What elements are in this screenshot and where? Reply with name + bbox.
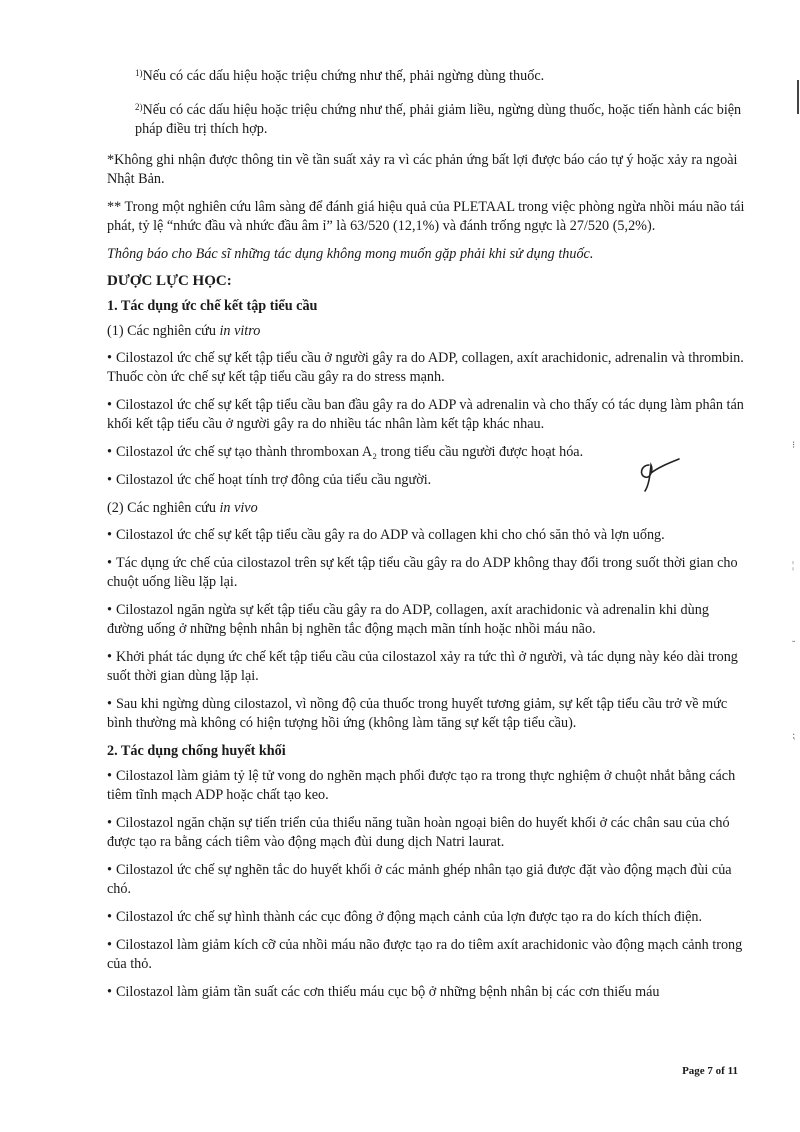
list-item-text: Cilostazol ức chế sự kết tập tiểu cầu gây ra do ADP và collagen khi cho chó săn thỏ và lợn uống. (115, 527, 665, 543)
bullet-icon: • (107, 555, 112, 571)
list-item (107, 936, 747, 974)
bullet-icon: • (107, 444, 112, 460)
bullet-icon: • (107, 696, 112, 712)
bullet-icon: • (107, 649, 112, 665)
subpart-label-italic: in vivo (219, 500, 258, 516)
list-item (107, 695, 747, 733)
bullet-icon: • (107, 602, 112, 618)
bullet-icon: • (107, 909, 112, 925)
list-item-text: Cilostazol làm giảm tần suất các cơn thiếu máu cục bộ ở những bệnh nhân bị các cơn thiếu máu (115, 984, 660, 1000)
bullet-icon: • (107, 937, 112, 953)
list-item (107, 648, 747, 686)
asterisk-note: *Không ghi nhận được thông tin về tần suất xảy ra vì các phản ứng bất lợi được báo cáo tự ý hoặc xảy ra ngoài Nhật Bản. (107, 152, 738, 187)
footnote-marker: 1) (135, 68, 143, 78)
list-item-text: Cilostazol ức chế sự kết tập tiểu cầu ở người gây ra do ADP, collagen, axít arachidonic, adrenalin và thrombin. Thuốc còn ức chế sự kết tập tiểu cầu gây ra do stress mạnh. (107, 350, 744, 385)
list-item (107, 601, 747, 639)
list-item (107, 814, 747, 852)
subpart-label-italic: in vitro (219, 323, 261, 339)
list-item (107, 349, 747, 387)
scan-edge-line (797, 80, 799, 114)
report-notice: Thông báo cho Bác sĩ những tác dụng không mong muốn gặp phải khi sử dụng thuốc. (107, 246, 594, 262)
list-item-text: Cilostazol ức chế sự nghẽn tắc do huyết khối ở các mảnh ghép nhân tạo giả được đặt vào động mạch đùi của chó. (107, 862, 732, 897)
scan-edge-mark: ⁏ (792, 730, 796, 741)
list-item-text: Cilostazol ức chế hoạt tính trợ đông của tiểu cầu người. (115, 472, 432, 488)
list-item (107, 767, 747, 805)
double-asterisk-note: ** Trong một nghiên cứu lâm sàng để đánh giá hiệu quả của PLETAAL trong việc phòng ngừa nhồi máu não tái phát, tỷ lệ “nhức đầu và nhức đầu âm ỉ” là 63/520 (12,1%) và đánh trống ngực là 27/520 (5,2%). (107, 199, 745, 234)
list-item (107, 908, 747, 927)
footnote-1 (107, 64, 747, 86)
footnote-text: Nếu có các dấu hiệu hoặc triệu chứng như thế, phải ngừng dùng thuốc. (142, 68, 545, 84)
page-number: Page 7 of 11 (682, 1065, 738, 1077)
bullet-icon: • (107, 815, 112, 831)
list-item-text: Cilostazol làm giảm tỷ lệ tử vong do nghẽn mạch phổi được tạo ra trong thực nghiệm ở chuột nhắt bằng cách tiêm tĩnh mạch ADP hoặc chất tạo keo. (107, 768, 736, 803)
scan-edge-mark: ⁝ (792, 440, 796, 451)
list-item-text: Cilostazol ức chế sự tạo thành thromboxan A₂ trong tiểu cầu người được hoạt hóa. (115, 444, 584, 460)
bullet-icon: • (107, 397, 112, 413)
list-item (107, 396, 747, 434)
bullet-icon: • (107, 350, 112, 366)
list-item (107, 861, 747, 899)
handwritten-initial-icon (635, 455, 695, 495)
bullet-icon: • (107, 984, 112, 1000)
page-content (107, 64, 747, 1011)
bullet-icon: • (107, 768, 112, 784)
list-item-text: Khởi phát tác dụng ức chế kết tập tiểu cầu của cilostazol xảy ra tức thì ở người, và tác dụng này kéo dài trong suốt thời gian dùng lặp lại. (107, 649, 738, 684)
list-item-text: Tác dụng ức chế của cilostazol trên sự kết tập tiểu cầu gây ra do ADP không thay đổi trong suốt thời gian cho chuột uống liều lặp lại. (107, 555, 738, 590)
list-item-text: Cilostazol ngăn chặn sự tiến triển của thiểu năng tuần hoàn ngoại biên do huyết khối ở các chân sau của chó được tạo ra bằng cách tiêm vào động mạch đùi dung dịch Natri laurat. (107, 815, 730, 850)
subpart-in-vivo (107, 499, 747, 518)
list-item-text: Sau khi ngừng dùng cilostazol, vì nồng độ của thuốc trong huyết tương giảm, sự kết tập tiểu cầu trở về mức bình thường mà không có hiện tượng hồi ứng (không làm tăng sự kết tập tiểu cầu). (107, 696, 728, 731)
list-item-text: Cilostazol ức chế sự kết tập tiểu cầu ban đầu gây ra do ADP và adrenalin và cho thấy có tác dụng làm phân tán khối kết tập tiểu cầu ở người gây ra do nhiều tác nhân làm kết tập khác nhau. (107, 397, 744, 432)
list-item-text: Cilostazol làm giảm kích cỡ của nhồi máu não được tạo ra do tiêm axít arachidonic vào động mạch cảnh trong của thỏ. (107, 937, 743, 972)
subpart-label: (2) Các nghiên cứu (107, 500, 220, 516)
subpart-label: (1) Các nghiên cứu (107, 323, 220, 339)
footnote-marker: 2) (135, 102, 143, 112)
bullet-icon: • (107, 862, 112, 878)
bullet-icon: • (107, 527, 112, 543)
subsection-2-title: 2. Tác dụng chống huyết khối (107, 743, 286, 759)
footnote-2 (107, 98, 747, 139)
list-item-text: Cilostazol ức chế sự hình thành các cục đông ở động mạch cảnh của lợn được tạo ra do kích thích điện. (115, 909, 703, 925)
list-item-text: Cilostazol ngăn ngừa sự kết tập tiểu cầu gây ra do ADP, collagen, axít arachidonic và adrenalin khi dùng đường uống ở những bệnh nhân bị nghẽn tắc động mạch mãn tính hoặc nhồi máu não. (107, 602, 709, 637)
subsection-1-title: 1. Tác dụng ức chế kết tập tiểu cầu (107, 298, 318, 314)
footnote-text: Nếu có các dấu hiệu hoặc triệu chứng như thế, phải giảm liều, ngừng dùng thuốc, hoặc tiến hành các biện pháp điều trị thích hợp. (135, 102, 742, 137)
list-item (107, 554, 747, 592)
scan-edge-mark: ¦ (792, 560, 795, 571)
subpart-in-vitro (107, 322, 747, 341)
list-item (107, 526, 747, 545)
bullet-icon: • (107, 472, 112, 488)
list-item (107, 983, 747, 1002)
scan-edge-mark: ˘ (792, 640, 796, 651)
section-title: DƯỢC LỰC HỌC: (107, 273, 232, 289)
